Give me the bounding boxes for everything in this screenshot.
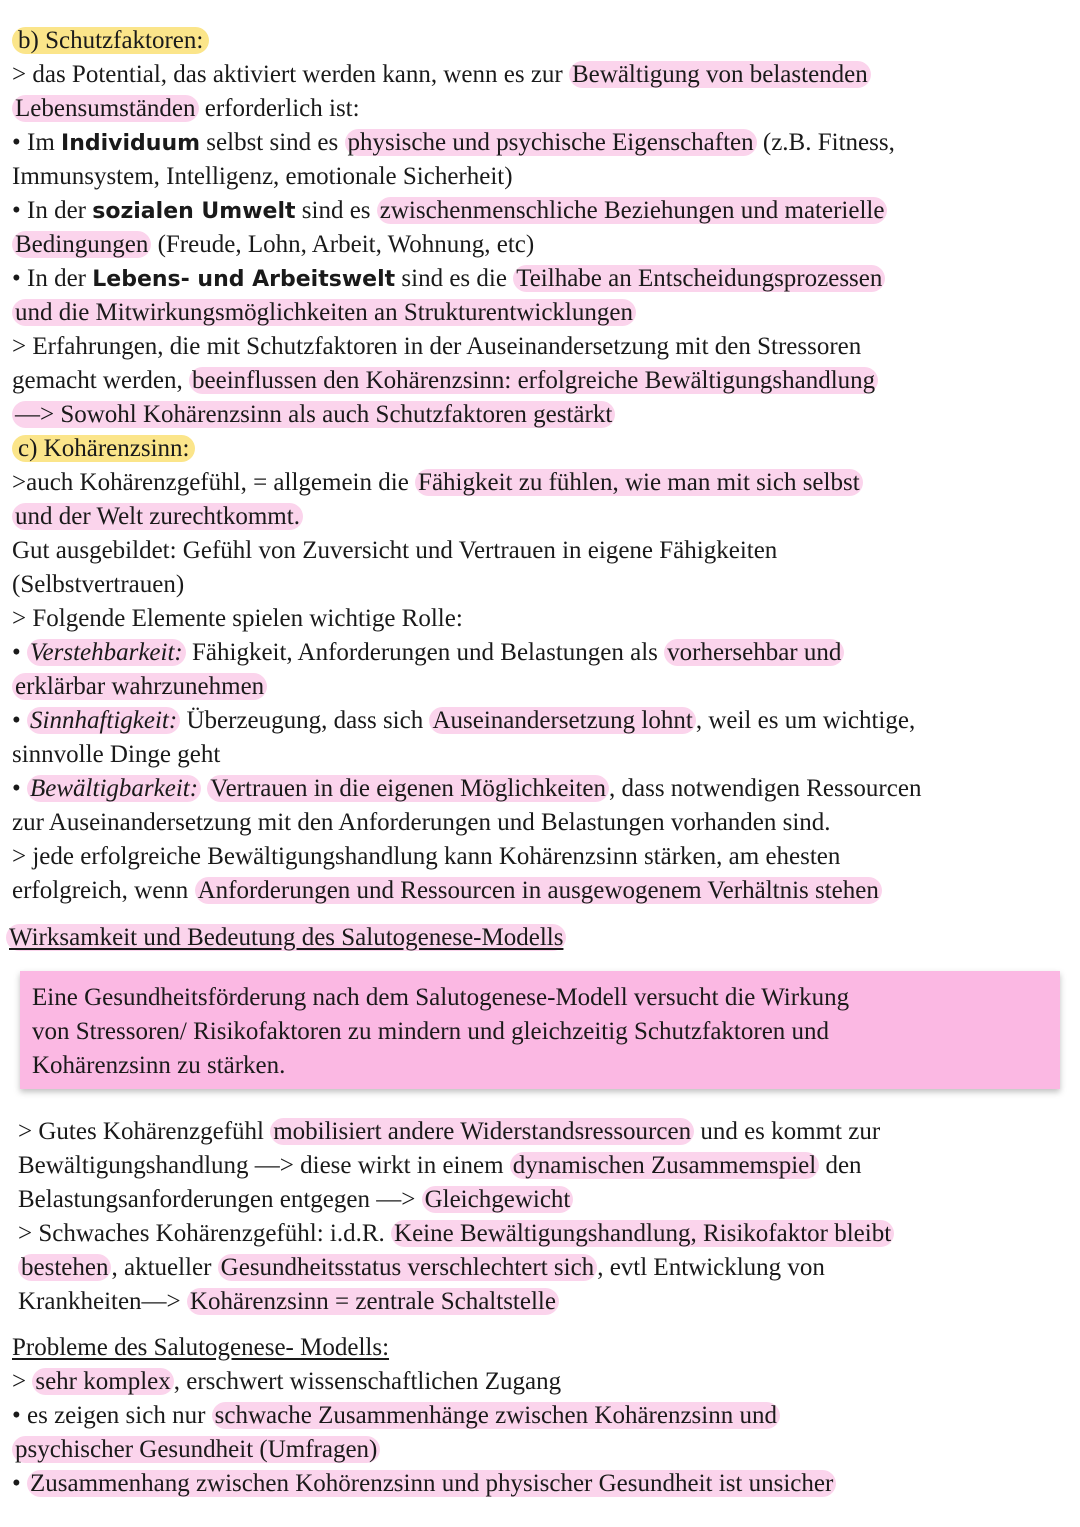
- highlight: dynamischen Zusammemspiel: [510, 1152, 819, 1179]
- term-bewaeltigbarkeit: Bewältigbarkeit:: [27, 775, 201, 802]
- text: gemacht werden,: [12, 367, 190, 394]
- highlight: Bewältigung von belastenden: [569, 61, 871, 88]
- text: > Erfahrungen, die mit Schutzfaktoren in der Auseinandersetzung mit den Stressoren: [12, 333, 862, 360]
- text: , evtl Entwicklung von: [597, 1254, 825, 1281]
- text: > jede erfolgreiche Bewältigungshandlung kann Kohärenzsinn stärken, am ehesten: [12, 843, 841, 870]
- text: selbst sind es: [200, 129, 345, 156]
- highlight: psychischer Gesundheit (Umfragen): [12, 1436, 380, 1463]
- text: sinnvolle Dinge geht: [12, 741, 221, 768]
- text: > Gutes Kohärenzgefühl: [18, 1118, 271, 1145]
- highlight: erklärbar wahrzunehmen: [12, 673, 267, 700]
- callout-line: Eine Gesundheitsförderung nach dem Salutogenese-Modell versucht die Wirkung: [32, 984, 850, 1011]
- text: sind es die: [395, 265, 514, 292]
- highlight: Gesundheitsstatus verschlechtert sich: [218, 1254, 598, 1281]
- highlight: beeinflussen den Kohärenzsinn: erfolgreiche Bewältigungshandlung: [189, 367, 878, 394]
- text: den: [819, 1152, 862, 1179]
- text: Überzeugung, dass sich: [180, 707, 430, 734]
- text: und es kommt zur: [694, 1118, 881, 1145]
- text: >auch Kohärenzgefühl, = allgemein die: [12, 469, 416, 496]
- highlight: Keine Bewältigungshandlung, Risikofaktor bleibt: [391, 1220, 894, 1247]
- term-sinnhaftigkeit: Sinnhaftigkeit:: [27, 707, 180, 734]
- text: zur Auseinandersetzung mit den Anforderungen und Belastungen vorhanden sind.: [12, 809, 831, 836]
- highlight: bestehen: [18, 1254, 111, 1281]
- highlight: mobilisiert andere Widerstandsressourcen: [270, 1118, 694, 1145]
- highlight: Lebensumständen: [12, 95, 199, 122]
- highlight: Teilhabe an Entscheidungsprozessen: [513, 265, 885, 292]
- highlight: vorhersehbar und: [664, 639, 844, 666]
- highlight: physische und psychische Eigenschaften: [345, 129, 757, 156]
- text: (z.B. Fitness,: [756, 129, 895, 156]
- section-schutzfaktoren: [12, 24, 1052, 432]
- callout-line: von Stressoren/ Risikofaktoren zu mindern und gleichzeitig Schutzfaktoren und: [32, 1018, 830, 1045]
- text: erforderlich ist:: [198, 95, 360, 122]
- section-heading-c: c) Kohärenzsinn:: [12, 435, 195, 462]
- text: • es zeigen sich nur: [12, 1402, 212, 1429]
- text: > das Potential, das aktiviert werden kann, wenn es zur: [12, 61, 569, 88]
- text: , erschwert wissenschaftlichen Zugang: [173, 1368, 562, 1395]
- bullet: •: [12, 707, 28, 734]
- bold-term: sozialen Umwelt: [92, 199, 296, 224]
- highlight: Vertrauen in die eigenen Möglichkeiten: [207, 775, 609, 802]
- text: sind es: [295, 197, 377, 224]
- text: > Schwaches Kohärenzgefühl: i.d.R.: [18, 1220, 392, 1247]
- summary-callout: [20, 971, 1060, 1089]
- section-heading-probleme: Probleme des Salutogenese- Modells:: [12, 1334, 390, 1361]
- text: Belastungsanforderungen entgegen —>: [18, 1186, 422, 1213]
- section-probleme: [12, 1331, 1052, 1501]
- section-wirksamkeit: [6, 921, 1046, 955]
- highlight: sehr komplex: [32, 1368, 173, 1395]
- text: erfolgreich, wenn: [12, 877, 195, 904]
- section-heading-b: b) Schutzfaktoren:: [12, 27, 209, 54]
- highlight: —> Sowohl Kohärenzsinn als auch Schutzfaktoren gestärkt: [12, 401, 615, 428]
- highlight: und der Welt zurechtkommt.: [12, 503, 303, 530]
- bold-term: Lebens- und Arbeitswelt: [92, 267, 396, 292]
- callout-line: Kohärenzsinn zu stärken.: [32, 1052, 286, 1079]
- term-verstehbarkeit: Verstehbarkeit:: [27, 639, 186, 666]
- highlight: Zusammenhang zwischen Kohörenzsinn und physischer Gesundheit ist unsicher: [27, 1470, 836, 1497]
- text: (Freude, Lohn, Arbeit, Wohnung, etc): [151, 231, 535, 258]
- text: Krankheiten—>: [18, 1288, 187, 1315]
- section-wirksamkeit-body: [18, 1115, 1058, 1319]
- highlight: und die Mitwirkungsmöglichkeiten an Strukturentwicklungen: [12, 299, 636, 326]
- text: Gut ausgebildet: Gefühl von Zuversicht und Vertrauen in eigene Fähigkeiten: [12, 537, 778, 564]
- text: , dass notwendigen Ressourcen: [609, 775, 922, 802]
- text: (Selbstvertrauen): [12, 571, 185, 598]
- text: Fähigkeit, Anforderungen und Belastungen als: [185, 639, 665, 666]
- highlight: Bedingungen: [12, 231, 151, 258]
- highlight: Fähigkeit zu fühlen, wie man mit sich selbst: [415, 469, 863, 496]
- bullet: •: [12, 775, 28, 802]
- text: , weil es um wichtige,: [695, 707, 916, 734]
- highlight: zwischenmenschliche Beziehungen und materielle: [377, 197, 888, 224]
- highlight: Auseinandersetzung lohnt: [429, 707, 695, 734]
- text: , aktueller: [111, 1254, 218, 1281]
- text: Bewältigungshandlung —> diese wirkt in einem: [18, 1152, 510, 1179]
- text: >: [12, 1368, 33, 1395]
- text: • In der: [12, 197, 93, 224]
- text: • Im: [12, 129, 62, 156]
- text: > Folgende Elemente spielen wichtige Rolle:: [12, 605, 463, 632]
- text: •: [12, 1470, 28, 1497]
- section-kohaerenzsinn: [12, 432, 1052, 908]
- text: • In der: [12, 265, 93, 292]
- text: Immunsystem, Intelligenz, emotionale Sicherheit): [12, 163, 513, 190]
- bullet: •: [12, 639, 28, 666]
- highlight: schwache Zusammenhänge zwischen Kohärenzsinn und: [212, 1402, 780, 1429]
- highlight: Anforderungen und Ressourcen in ausgewogenem Verhältnis stehen: [195, 877, 882, 904]
- highlight: Gleichgewicht: [422, 1186, 574, 1213]
- section-heading-wirksamkeit: Wirksamkeit und Bedeutung des Salutogenese-Modells: [6, 924, 566, 951]
- bold-term: Individuum: [61, 131, 201, 156]
- highlight: Kohärenzsinn = zentrale Schaltstelle: [187, 1288, 559, 1315]
